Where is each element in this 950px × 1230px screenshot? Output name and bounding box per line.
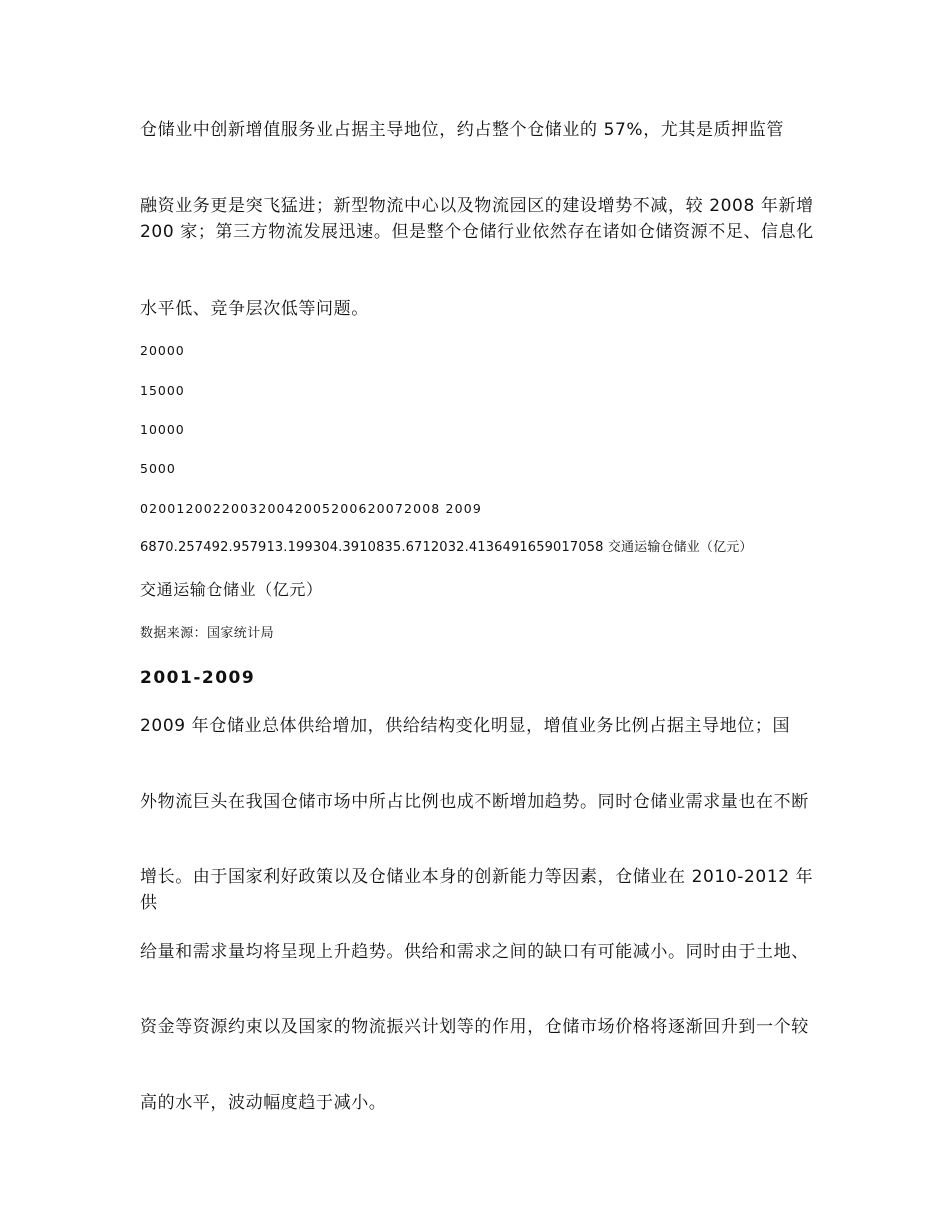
- paragraph-8: 资金等资源约束以及国家的物流振兴计划等的作用，仓储市场价格将逐渐回升到一个较: [140, 1017, 809, 1037]
- paragraph-2: 融资业务更是突飞猛进；新型物流中心以及物流园区的建设增势不减，较 2008 年新增 200 家；第三方物流发展迅速。但是整个仓储行业依然存在诸如仓储资源不足、信息化: [140, 196, 814, 242]
- paragraph-1: 仓储业中创新增值服务业占据主导地位，约占整个仓储业的 57%，尤其是质押监管: [140, 120, 784, 140]
- chart-values-run: 6870.257492.957913.199304.3910835.6712032.4136491659017058 交通运输仓储业（亿元）: [140, 540, 753, 555]
- section-heading: 2001-2009: [140, 668, 256, 688]
- chart-x-axis-years: 020012002200320042005200620072008 2009: [140, 501, 482, 516]
- chart-y-tick-20000: 20000: [140, 343, 185, 358]
- chart-y-tick-15000: 15000: [140, 383, 185, 398]
- paragraph-3: 水平低、竞争层次低等问题。: [140, 299, 369, 319]
- chart-source: 数据来源：国家统计局: [140, 626, 275, 641]
- chart-series-label: 交通运输仓储业（亿元）: [140, 580, 323, 599]
- chart-y-tick-5000: 5000: [140, 461, 176, 476]
- paragraph-4: 2009 年仓储业总体供给增加，供给结构变化明显，增值业务比例占据主导地位；国: [140, 716, 791, 736]
- paragraph-6: 增长。由于国家利好政策以及仓储业本身的创新能力等因素，仓储业在 2010-2012 年供: [140, 867, 814, 913]
- paragraph-9: 高的水平，波动幅度趋于减小。: [140, 1093, 387, 1113]
- chart-y-tick-10000: 10000: [140, 422, 185, 437]
- paragraph-7: 给量和需求量均将呈现上升趋势。供给和需求之间的缺口有可能减小。同时由于土地、: [140, 942, 809, 962]
- paragraph-5: 外物流巨头在我国仓储市场中所占比例也成不断增加趋势。同时仓储业需求量也在不断: [140, 792, 809, 812]
